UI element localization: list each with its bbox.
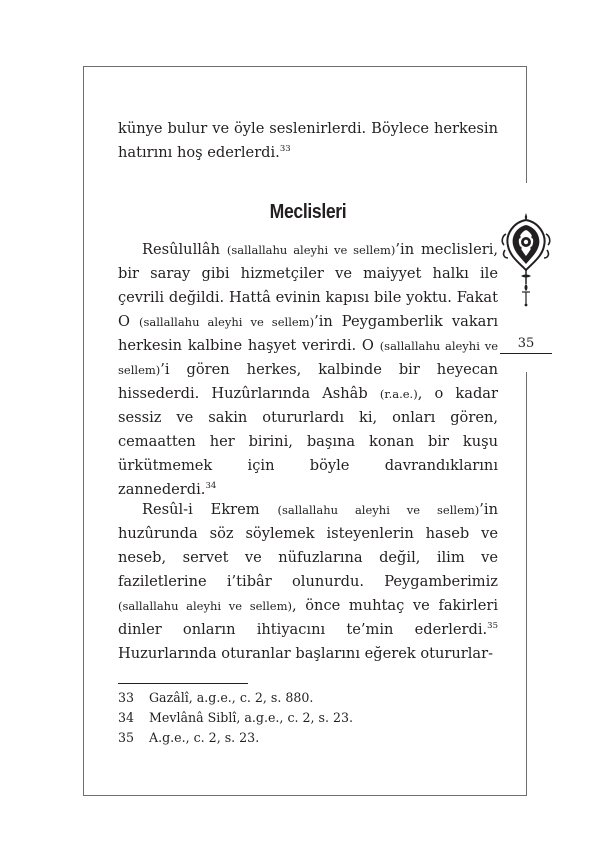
paragraph-2 — [118, 498, 498, 666]
footnote-item — [118, 708, 498, 728]
text-run: Resûl-i Ekrem — [142, 501, 260, 518]
intro-paragraph — [118, 117, 498, 165]
footnotes — [118, 688, 498, 748]
arabesque-ornament-icon — [500, 212, 552, 307]
footnote-ref[interactable]: 35 — [487, 621, 498, 632]
text-run: , o kadar sessiz ve sakin otururlardı ki, onları gören, cemaatten her birini, başına konan bir kuşu ürkütmemek için böyle davrandıklarını zannederdi. — [118, 385, 498, 498]
honorific-note: (sallallahu aleyhi ve sellem) — [118, 339, 498, 377]
honorific-note: (r.a.e.) — [379, 387, 418, 401]
footnote-text: Gazâlî, a.g.e., c. 2, s. 880. — [149, 690, 314, 705]
footnote-item — [118, 688, 498, 708]
text-run: , önce muhtaç ve fakirleri dinler onların ihtiyacını te’min ederlerdi. — [118, 597, 498, 638]
text-run: ’in huzûrunda söz söylemek isteyenlerin haseb ve neseb, servet ve nüfuzlarına değil, ilim ve faziletlerine i’tibâr olunurdu. Peygamberimiz — [118, 501, 498, 590]
text-run: ’in meclisleri, bir saray gibi hizmetçiler ve maiyyet halkı ile çevrili değildi. Hattâ evinin kapısı bile yoktu. Fakat O — [118, 241, 499, 330]
honorific-note: (sallallahu aleyhi ve sellem) — [139, 315, 315, 329]
intro-text: künye bulur ve öyle seslenirlerdi. Böylece herkesin hatırını hoş ederlerdi. — [118, 120, 498, 161]
text-run: Huzurlarında oturanlar başlarını eğerek otururlar- — [118, 645, 494, 662]
paragraph-1 — [118, 238, 498, 502]
text-run: ’in Peygamberlik vakarı herkesin kalbine haşyet verirdi. O — [118, 313, 499, 354]
footnote-number: 35 — [118, 730, 135, 745]
honorific-note: (sallallahu aleyhi ve sellem) — [226, 243, 396, 257]
honorific-note: (sallallahu aleyhi ve sellem) — [118, 599, 292, 613]
section-title: Meclisleri — [269, 201, 347, 223]
frame-right-edge-bottom — [526, 372, 527, 796]
page-number: 35 — [517, 336, 535, 351]
honorific-note: (sallallahu aleyhi ve sellem) — [277, 503, 480, 517]
footnote-text: A.g.e., c. 2, s. 23. — [149, 730, 260, 745]
frame-right-edge-top — [526, 66, 527, 183]
text-run: Resûlullâh — [142, 241, 221, 258]
footnote-number: 33 — [118, 690, 135, 705]
footnote-text: Mevlânâ Siblî, a.g.e., c. 2, s. 23. — [149, 710, 354, 725]
footnote-ref[interactable]: 33 — [279, 144, 291, 155]
footnote-separator — [118, 683, 248, 684]
footnote-number: 34 — [118, 710, 135, 725]
page-number-rule — [500, 353, 552, 354]
footnote-item — [118, 728, 498, 748]
footnote-ref[interactable]: 34 — [205, 481, 217, 492]
text-run: ’i gören herkes, kalbinde bir heyecan hissederdi. Huzûrlarında Ashâb — [118, 361, 498, 402]
